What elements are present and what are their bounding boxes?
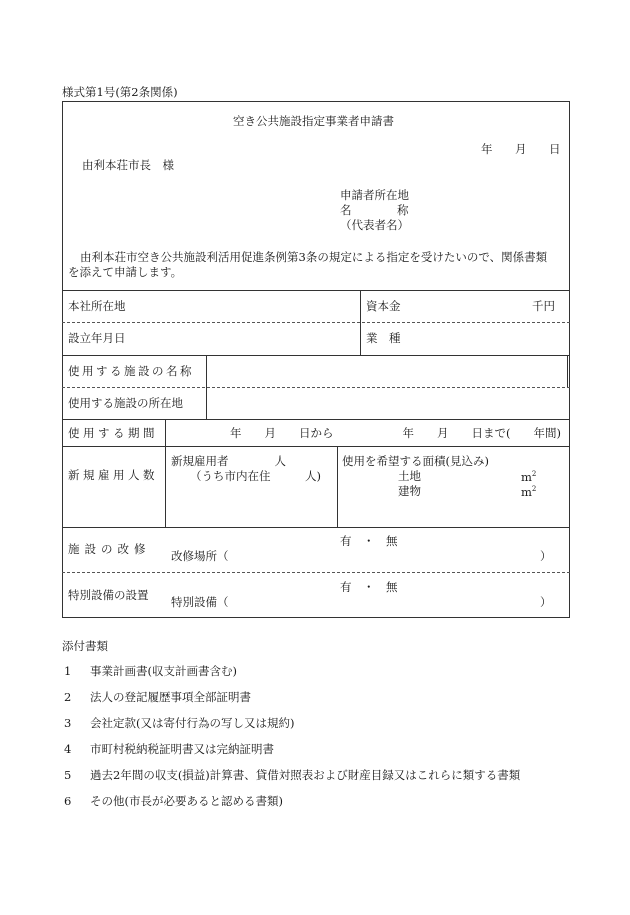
attachment-5-number: 5 xyxy=(64,768,72,782)
attachment-2-text: 法人の登記履歴事項全部証明書 xyxy=(90,690,251,704)
attachment-4-number: 4 xyxy=(64,742,72,756)
rule-facility-inner-right xyxy=(567,355,568,387)
area-label: 使用を希望する面積(見込み) xyxy=(342,454,489,468)
equipment-detail-close: ） xyxy=(540,595,552,609)
local-hires-text: （うち市内在住 人) xyxy=(190,469,321,483)
attachments-heading: 添付書類 xyxy=(62,639,108,653)
rule-employment-top xyxy=(62,446,570,447)
application-body-line2: を添えて申請します。 xyxy=(68,265,183,279)
equipment-label: 特別設備の設置 xyxy=(68,588,149,602)
land-label: 土地 xyxy=(398,469,421,483)
building-unit: $m^2$ xyxy=(521,484,537,499)
land-unit: $m^2$ xyxy=(521,469,537,484)
facility-name-label: 使用する施設の名称 xyxy=(68,364,194,378)
form-frame xyxy=(62,101,570,618)
period-text: 年 月 日から 年 月 日まで( 年間) xyxy=(230,426,561,440)
rule-hq-dashed xyxy=(62,322,570,323)
renovation-yes-no: 有 ・ 無 xyxy=(340,534,398,548)
industry-label: 業 種 xyxy=(366,331,401,345)
applicant-name-label-2: 称 xyxy=(397,203,409,217)
rule-renovation-top xyxy=(62,527,570,528)
attachment-4-text: 市町村税納税証明書又は完納証明書 xyxy=(90,742,274,756)
equipment-detail-label: 特別設備（ xyxy=(171,595,229,609)
attachment-6-text: その他(市長が必要あると認める書類) xyxy=(90,794,283,808)
applicant-representative-label: （代表者名） xyxy=(340,218,409,232)
new-hires-text: 新規雇用者 人 xyxy=(171,454,286,468)
renovation-place-close: ） xyxy=(540,549,552,563)
date-year: 年 xyxy=(481,142,493,156)
attachment-6-number: 6 xyxy=(64,794,72,808)
rule-renovation-dashed xyxy=(62,572,570,573)
applicant-address-label: 申請者所在地 xyxy=(340,188,409,202)
attachment-1-text: 事業計画書(収支計画書含む) xyxy=(90,664,237,678)
attachment-2-number: 2 xyxy=(64,690,72,704)
rule-period-top xyxy=(62,419,570,420)
employment-label: 新規雇用人数 xyxy=(68,468,158,482)
application-body-line1: 由利本荘市空き公共施設利活用促進条例第3条の規定による指定を受けたいので、関係書類 xyxy=(80,250,548,264)
attachment-3-number: 3 xyxy=(64,716,72,730)
applicant-name-label-1: 名 xyxy=(340,203,352,217)
established-label: 設立年月日 xyxy=(68,331,126,345)
attachment-5-text: 過去2年間の収支(損益)計算書、貸借対照表および財産目録又はこれらに類する書類 xyxy=(90,768,521,782)
renovation-place-label: 改修場所（ xyxy=(171,549,229,563)
date-month: 月 xyxy=(515,142,527,156)
addressee: 由利本荘市長 様 xyxy=(82,158,174,172)
capital-unit: 千円 xyxy=(532,299,555,313)
renovation-label: 施設の改修 xyxy=(68,542,151,556)
rule-label-divider xyxy=(165,419,166,527)
rule-employment-area-divider xyxy=(337,446,338,527)
attachment-3-text: 会社定款(又は寄付行為の写し又は規約) xyxy=(90,716,295,730)
form-number: 様式第1号(第2条関係) xyxy=(62,85,178,99)
period-label: 使用する期間 xyxy=(68,426,158,440)
rule-facility-dashed xyxy=(62,387,570,388)
hq-address-label: 本社所在地 xyxy=(68,299,126,313)
form-title: 空き公共施設指定事業者申請書 xyxy=(233,114,394,128)
rule-top-table xyxy=(62,290,570,291)
facility-location-label: 使用する施設の所在地 xyxy=(68,396,183,410)
date-day: 日 xyxy=(549,142,561,156)
rule-facility-top xyxy=(62,355,570,356)
equipment-yes-no: 有 ・ 無 xyxy=(340,580,398,594)
capital-label: 資本金 xyxy=(366,299,401,313)
building-label: 建物 xyxy=(398,484,421,498)
attachment-1-number: 1 xyxy=(64,664,72,678)
